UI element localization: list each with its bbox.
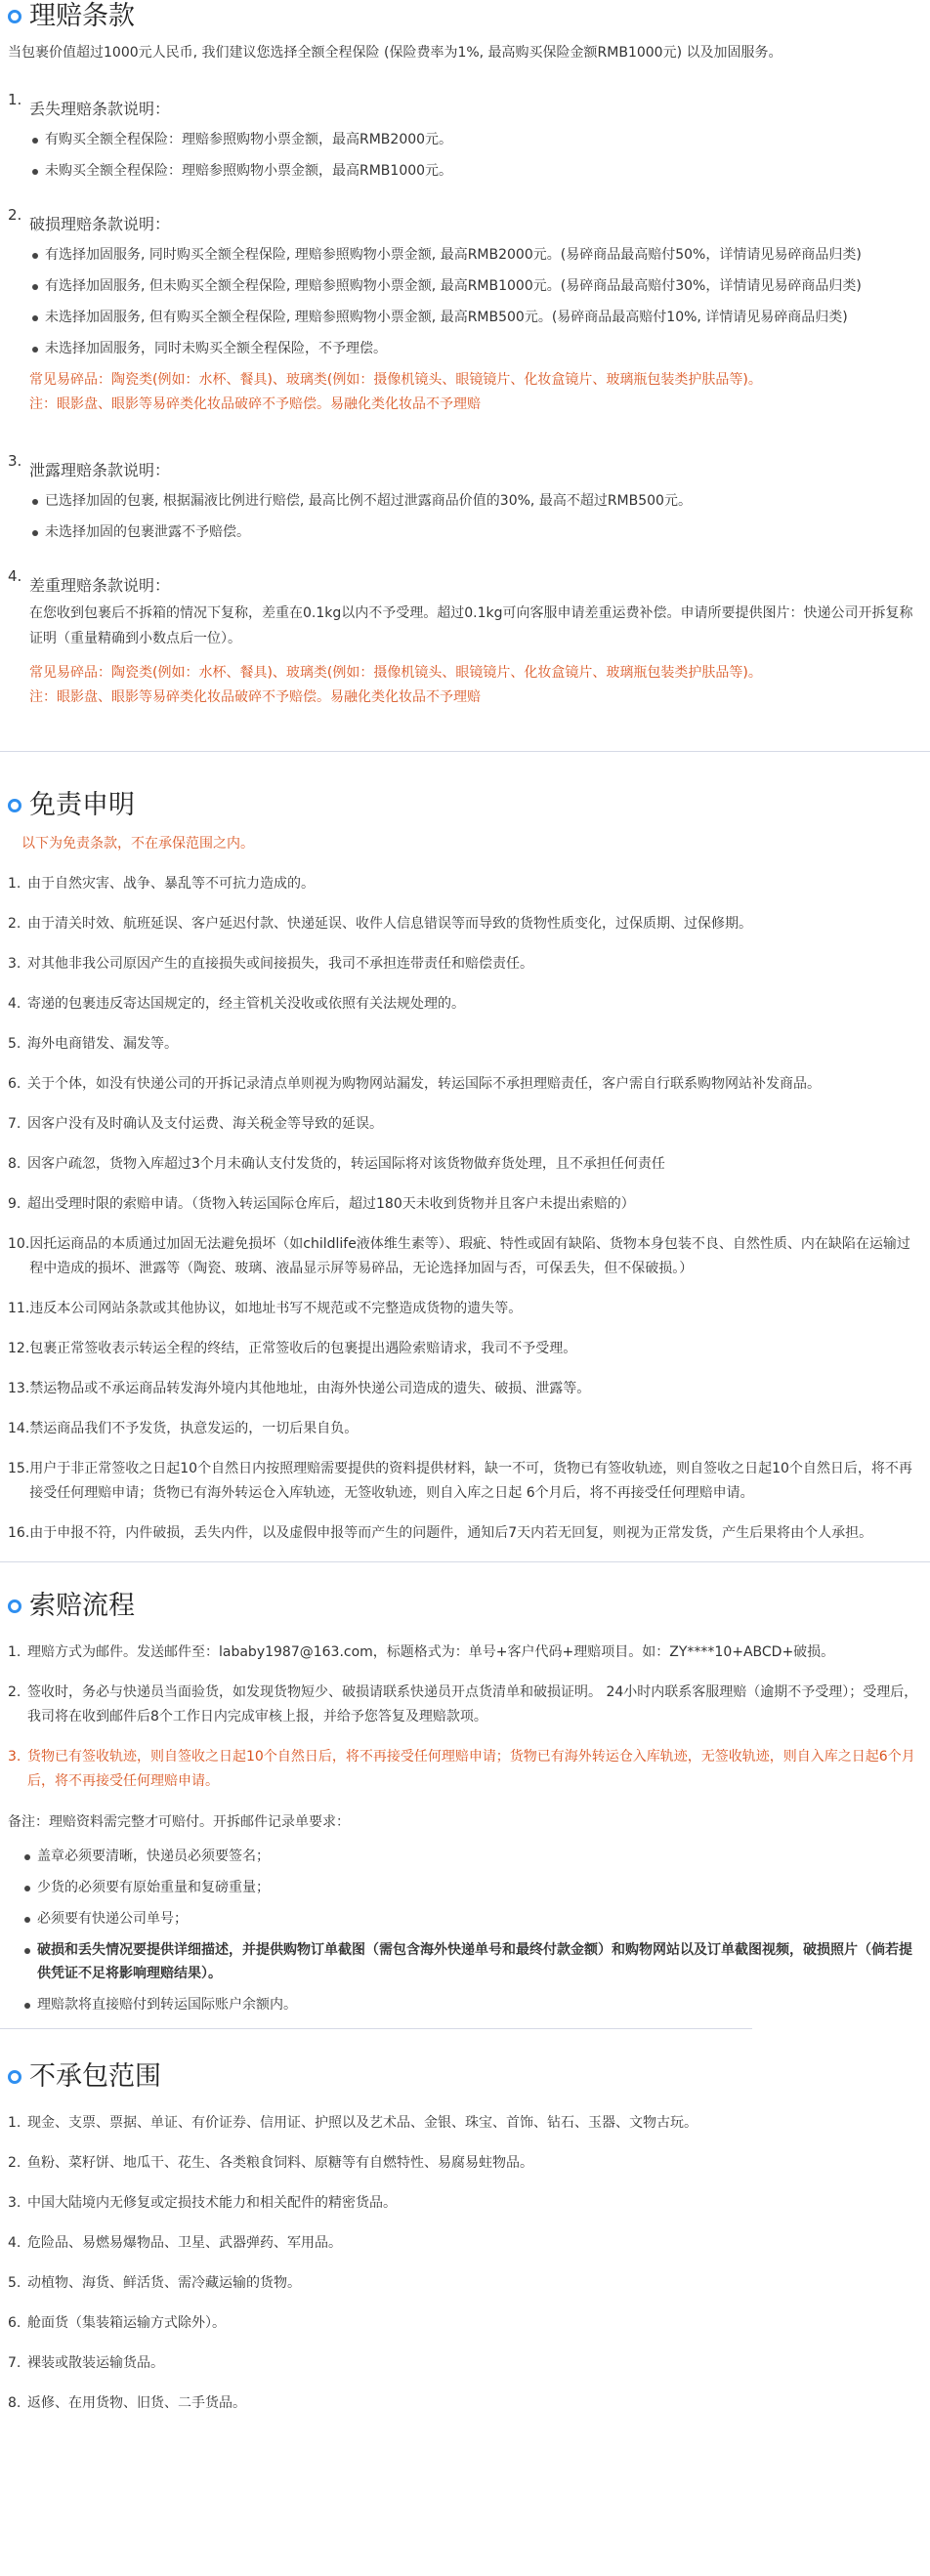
item-text: 动植物、海货、鲜活货、需冷藏运输的货物。 (27, 2275, 301, 2291)
list-item: 已选择加固的包裹, 根据漏液比例进行赔偿, 最高比例不超过泄露商品价值的30%, 最高不超过RMB500元。 (29, 489, 922, 513)
list-item (8, 2231, 760, 2256)
item-number: 1. (8, 2115, 21, 2131)
item-number: 1. (8, 876, 21, 892)
list-item (8, 1745, 922, 1794)
clause-title: 破损理赔条款说明： (29, 215, 171, 233)
item-number: 2. (8, 916, 21, 932)
item-text: 海外电商错发、漏发等。 (27, 1036, 178, 1052)
disclaimer-section (0, 752, 930, 1546)
list-item (8, 872, 922, 896)
list-item (8, 1297, 922, 1321)
list-item (8, 2311, 760, 2336)
list-item (8, 1457, 922, 1506)
item-number: 4. (8, 996, 21, 1012)
list-item (8, 2391, 760, 2416)
list-item (8, 2151, 760, 2176)
clause-title: 丢失理赔条款说明： (29, 100, 171, 118)
list-item (8, 1112, 922, 1137)
item-text: 现金、支票、票据、单证、有价证券、信用证、护照以及艺术品、金银、珠宝、首饰、钻石、玉器、文物古玩。 (27, 2115, 698, 2131)
item-number: 16. (8, 1525, 30, 1541)
item-number: 5. (8, 1036, 21, 1052)
item-text: 签收时，务必与快递员当面验货，如发现货物短少、破损请联系快递员开点货清单和破损证明。 24小时内联系客服理赔（逾期不予受理）；受理后，我司将在收到邮件后8个工作日内完成审核上报，并给予您答复及理赔款项。 (27, 1684, 918, 1724)
list-item (8, 952, 922, 976)
list-item: 盖章必须要清晰，快递员必须要签名； (21, 1845, 922, 1868)
claims-bullets (21, 1845, 922, 2016)
fragile-note: 常见易碎品：陶瓷类(例如：水杯、餐具)、玻璃类(例如：摄像机镜头、眼镜镜片、化妆盒镜片、玻璃瓶包装类护肤品等)。 (29, 372, 762, 388)
item-text: 因客户疏忽，货物入库超过3个月未确认支付发货的，转运国际将对该货物做弃货处理，且不承担任何责任 (27, 1156, 665, 1172)
weight-clause (8, 565, 922, 710)
item-number: 8. (8, 2395, 21, 2411)
list-item (8, 2271, 760, 2296)
excluded-section (0, 2029, 930, 2416)
item-text: 用户于非正常签收之日起10个自然日内按照理赔需要提供的资料提供材料，缺一不可，货物已有签收轨迹，则自签收之日起10个自然日后，将不再接受任何理赔申请；货物已有海外转运仓入库轨迹，无签收轨迹，则自入库之日起 6个月后，将不再接受任何理赔申请。 (29, 1461, 912, 1501)
item-number: 2. (8, 1684, 21, 1700)
item-number: 6. (8, 1076, 21, 1092)
circle-bullet-icon (8, 10, 21, 23)
item-text: 包裹正常签收表示转运全程的终结，正常签收后的包裹提出遇险索赔请求，我司不予受理。 (29, 1341, 577, 1356)
list-item (8, 2111, 760, 2136)
fragile-notes (29, 368, 922, 417)
item-number: 6. (8, 2315, 21, 2331)
list-item (8, 1681, 922, 1729)
list-item: 未选择加固的包裹泄露不予赔偿。 (29, 520, 922, 544)
item-number: 2. (8, 2155, 21, 2171)
item-number: 3. (8, 2195, 21, 2211)
list-item (8, 1152, 922, 1177)
list-item (8, 912, 922, 936)
item-text: 鱼粉、菜籽饼、地瓜干、花生、各类粮食饲料、原糖等有自燃特性、易腐易蛀物品。 (27, 2155, 533, 2171)
list-item: 理赔款将直接赔付到转运国际账户余额内。 (21, 1993, 922, 2016)
fragile-note: 常见易碎品：陶瓷类(例如：水杯、餐具)、玻璃类(例如：摄像机镜头、眼镜镜片、化妆盒镜片、玻璃瓶包装类护肤品等)。 (29, 665, 762, 681)
clause-number: 4. (8, 567, 22, 585)
lost-clause (8, 89, 922, 190)
item-number: 9. (8, 1196, 21, 1212)
item-text: 对其他非我公司原因产生的直接损失或间接损失，我司不承担连带责任和赔偿责任。 (27, 956, 533, 972)
item-text: 因托运商品的本质通过加固无法避免损坏（如childlife液体维生素等）、瑕疵、特性或固有缺陷、货物本身包装不良、自然性质、内在缺陷在运输过程中造成的损坏、泄露等（陶瓷、玻璃、液晶显示屏等易碎品，无论选择加固与否，可保丢失，但不保破损。） (29, 1236, 910, 1276)
item-text: 危险品、易燃易爆物品、卫星、武器弹药、军用品。 (27, 2235, 342, 2251)
list-item: 未选择加固服务, 但有购买全额全程保险, 理赔参照购物小票金额, 最高RMB500元。(易碎商品最高赔付10%, 详情请见易碎商品归类) (29, 306, 922, 329)
item-text: 关于个体，如没有快递公司的开拆记录清点单则视为购物网站漏发，转运国际不承担理赔责任，客户需自行联系购物网站补发商品。 (27, 1076, 821, 1092)
excluded-header (8, 2057, 922, 2098)
disclaimer-header (8, 785, 922, 826)
list-item: 有选择加固服务, 但未购买全额全程保险, 理赔参照购物小票金额, 最高RMB1000元。(易碎商品最高赔付30%，详情请见易碎商品归类) (29, 274, 922, 298)
claims-list (8, 1641, 922, 1794)
item-text: 禁运物品或不承运商品转发海外境内其他地址，由海外快递公司造成的遗失、破损、泄露等。 (29, 1381, 591, 1396)
list-item (8, 1417, 922, 1441)
list-item: 破损和丢失情况要提供详细描述，并提供购物订单截图（需包含海外快递单号和最终付款金额）和购物网站以及订单截图视频，破损照片（倘若提供凭证不足将影响理赔结果）。 (21, 1938, 922, 1985)
list-item (8, 1192, 922, 1217)
item-number: 8. (8, 1156, 21, 1172)
item-text: 寄递的包裹违反寄达国规定的，经主管机关没收或依照有关法规处理的。 (27, 996, 465, 1012)
list-item (8, 992, 922, 1017)
weight-description: 在您收到包裹后不拆箱的情况下复称，差重在0.1kg以内不予受理。超过0.1kg可向客服申请差重运费补偿。申请所要提供图片：快递公司开拆复称证明（重量精确到小数点后一位）。 (29, 605, 913, 646)
item-text: 由于申报不符，内件破损，丢失内件，以及虚假申报等而产生的问题件，通知后7天内若无回复，则视为正常发货，产生后果将由个人承担。 (29, 1525, 873, 1541)
list-item (8, 1032, 922, 1057)
list-item: 有购买全额全程保险：理赔参照购物小票金额，最高RMB2000元。 (29, 128, 922, 151)
item-number: 15. (8, 1461, 30, 1476)
item-text: 由于清关时效、航班延误、客户延迟付款、快递延误、收件人信息错误等而导致的货物性质变化，过保质期、过保修期。 (27, 916, 752, 932)
item-number: 7. (8, 1116, 21, 1132)
list-item (8, 2351, 760, 2376)
list-item: 必须要有快递公司单号； (21, 1907, 922, 1931)
item-number: 3. (8, 1749, 21, 1765)
bullet-list (29, 243, 922, 360)
compensation-header (8, 0, 922, 33)
item-text: 货物已有签收轨迹，则自签收之日起10个自然日后，将不再接受任何理赔申请；货物已有海外转运仓入库轨迹，无签收轨迹，则自入库之日起6个月后，将不再接受任何理赔申请。 (27, 1749, 915, 1789)
item-number: 5. (8, 2275, 21, 2291)
circle-bullet-icon (8, 2070, 21, 2084)
item-number: 7. (8, 2355, 21, 2371)
item-text: 超出受理时限的索赔申请。（货物入转运国际仓库后，超过180天未收到货物并且客户未提出索赔的） (27, 1196, 635, 1212)
item-text: 因客户没有及时确认及支付运费、海关税金等导致的延误。 (27, 1116, 383, 1132)
item-text: 裸装或散装运输货品。 (27, 2355, 164, 2371)
list-item (8, 1072, 922, 1097)
list-item (8, 1641, 922, 1665)
item-text: 返修、在用货物、旧货、二手货品。 (27, 2395, 246, 2411)
leak-clause (8, 450, 922, 552)
list-item: 有选择加固服务, 同时购买全额全程保险, 理赔参照购物小票金额, 最高RMB2000元。(易碎商品最高赔付50%，详情请见易碎商品归类) (29, 243, 922, 267)
damage-clause (8, 204, 922, 417)
list-item (8, 1377, 922, 1401)
item-text: 中国大陆境内无修复或定损技术能力和相关配件的精密货品。 (27, 2195, 397, 2211)
claims-section (0, 1562, 930, 2016)
clause-title: 差重理赔条款说明： (29, 576, 171, 595)
list-item: 未选择加固服务，同时未购买全额全程保险，不予理偿。 (29, 337, 922, 360)
claims-remark: 备注：理赔资料需完整才可赔付。开拆邮件记录单要求： (8, 1814, 350, 1830)
item-number: 4. (8, 2235, 21, 2251)
item-number: 1. (8, 1644, 21, 1660)
list-item (8, 1232, 922, 1281)
claims-header (8, 1586, 922, 1627)
item-text: 理赔方式为邮件。发送邮件至：lababy1987@163.com，标题格式为：单号+客户代码+理赔项目。如：ZY****10+ABCD+破损。 (27, 1644, 835, 1660)
item-text: 禁运商品我们不予发货，执意发运的，一切后果自负。 (29, 1421, 359, 1436)
item-number: 3. (8, 956, 21, 972)
circle-bullet-icon (8, 799, 21, 812)
item-text: 舱面货（集装箱运输方式除外）。 (27, 2315, 226, 2331)
section-title: 免责申明 (29, 790, 135, 820)
fragile-note: 注：眼影盘、眼影等易碎类化妆品破碎不予赔偿。易融化类化妆品不予理赔 (29, 396, 481, 412)
bullet-list (29, 489, 922, 544)
circle-bullet-icon (8, 1600, 21, 1613)
list-item: 少货的必须要有原始重量和复磅重量； (21, 1876, 922, 1899)
fragile-note: 注：眼影盘、眼影等易碎类化妆品破碎不予赔偿。易融化类化妆品不予理赔 (29, 689, 481, 705)
disclaimer-list (8, 872, 922, 1546)
list-item (8, 1521, 922, 1546)
clause-number: 1. (8, 91, 22, 108)
clause-number: 3. (8, 452, 22, 470)
excluded-list (8, 2111, 760, 2416)
section-title: 不承包范围 (29, 2061, 161, 2092)
disclaimer-intro: 以下为免责条款，不在承保范围之内。 (21, 836, 254, 852)
item-number: 13. (8, 1381, 30, 1396)
list-item (8, 2191, 760, 2216)
section-title: 索赔流程 (29, 1591, 135, 1621)
list-item: 未购买全额全程保险：理赔参照购物小票金额，最高RMB1000元。 (29, 159, 922, 183)
fragile-notes (29, 661, 922, 710)
item-number: 14. (8, 1421, 30, 1436)
compensation-intro: 当包裹价值超过1000元人民币, 我们建议您选择全额全程保险 (保险费率为1%, 最高购买保险金额RMB1000元) 以及加固服务。 (8, 45, 782, 61)
list-item (8, 1337, 922, 1361)
item-text: 由于自然灾害、战争、暴乱等不可抗力造成的。 (27, 876, 315, 892)
clause-number: 2. (8, 206, 22, 224)
item-number: 11. (8, 1301, 30, 1316)
bullet-list (29, 128, 922, 183)
section-title: 理赔条款 (29, 1, 135, 31)
clause-title: 泄露理赔条款说明： (29, 461, 171, 479)
item-number: 10. (8, 1236, 30, 1252)
item-number: 12. (8, 1341, 30, 1356)
compensation-section (0, 0, 930, 710)
item-text: 违反本公司网站条款或其他协议，如地址书写不规范或不完整造成货物的遗失等。 (29, 1301, 523, 1316)
